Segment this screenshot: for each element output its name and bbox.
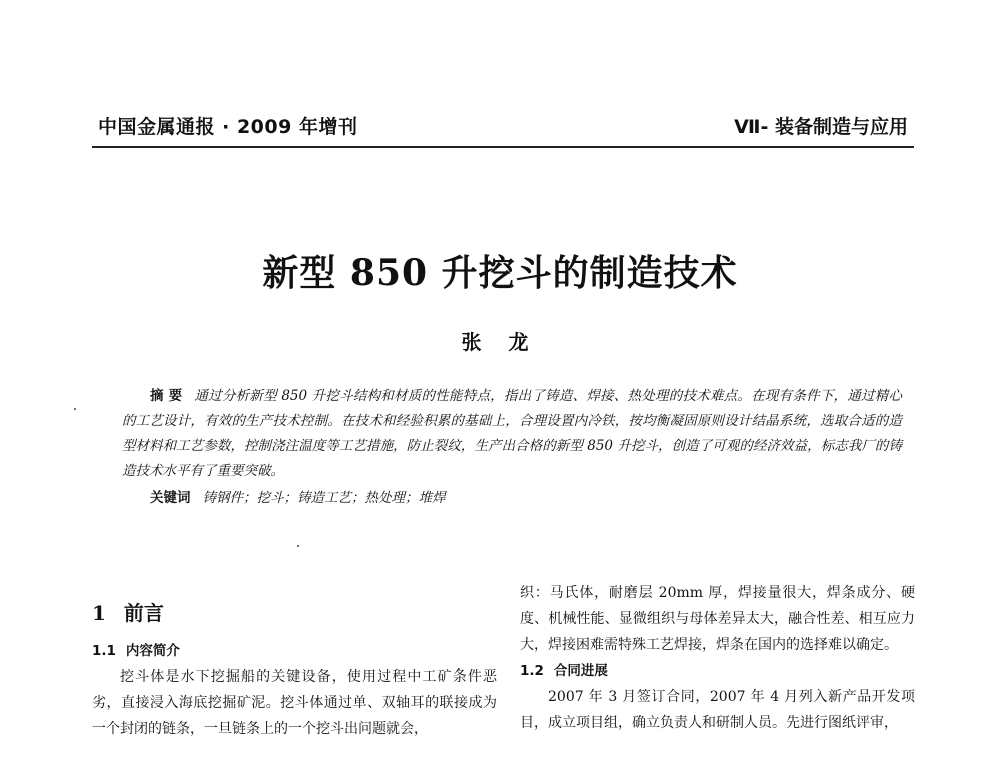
running-header	[92, 112, 914, 148]
left-column	[92, 600, 497, 742]
subsection-heading	[520, 658, 915, 684]
subsection-number: 1.2	[520, 663, 544, 679]
abstract	[122, 384, 902, 484]
section-name: Ⅶ- 装备制造与应用	[734, 116, 908, 138]
right-column	[520, 580, 915, 736]
subsection-heading	[92, 638, 497, 664]
abstract-text: 通过分析新型 850 升挖斗结构和材质的性能特点，指出了铸造、焊接、热处理的技术难点。在现有条件下，通过精心的工艺设计，有效的生产技术控制。在技术和经验积累的基础上，合理设置内冷铁，按均衡凝固原则设计结晶系统，选取合适的造型材料和工艺参数，控制浇注温度等工艺措施，防止裂纹，生产出合格的新型 850 升挖斗，创造了可观的经济效益，标志我厂的铸造技术水平有了重要突破。	[122, 388, 902, 479]
body-paragraph: 2007 年 3 月签订合同，2007 年 4 月列入新产品开发项目，成立项目组，确立负责人和研制人员。先进行图纸评审，	[520, 689, 915, 731]
subsection-number: 1.1	[92, 643, 116, 659]
continued-paragraph: 织：马氏体，耐磨层 20mm 厚，焊接量很大，焊条成分、硬度、机械性能、显微组织与母体差异太大，融合性差、相互应力大，焊接困难需特殊工艺焊接，焊条在国内的选择难以确定。	[520, 585, 915, 653]
scan-speck	[74, 408, 76, 410]
paper-title: 新型 850 升挖斗的制造技术	[262, 252, 738, 294]
body-paragraph: 挖斗体是水下挖掘船的关键设备，使用过程中工矿条件恶劣，直接浸入海底挖掘矿泥。挖斗体通过单、双轴耳的联接成为一个封闭的链条，一旦链条上的一个挖斗出问题就会，	[92, 669, 497, 737]
section-number: 1	[92, 601, 106, 625]
journal-name: 中国金属通报 · 2009 年增刊	[98, 116, 358, 138]
subsection-title: 合同进展	[553, 663, 608, 679]
keywords-text: 铸钢件；挖斗；铸造工艺；热处理；堆焊	[202, 490, 446, 506]
subsection-title: 内容简介	[125, 643, 180, 659]
author-name: 张 龙	[461, 330, 539, 354]
section-heading	[92, 600, 497, 626]
scan-speck	[297, 545, 299, 547]
keywords	[150, 486, 446, 506]
section-title: 前言	[123, 601, 164, 625]
keywords-label: 关键词	[150, 490, 191, 506]
abstract-label: 摘 要	[150, 388, 183, 404]
